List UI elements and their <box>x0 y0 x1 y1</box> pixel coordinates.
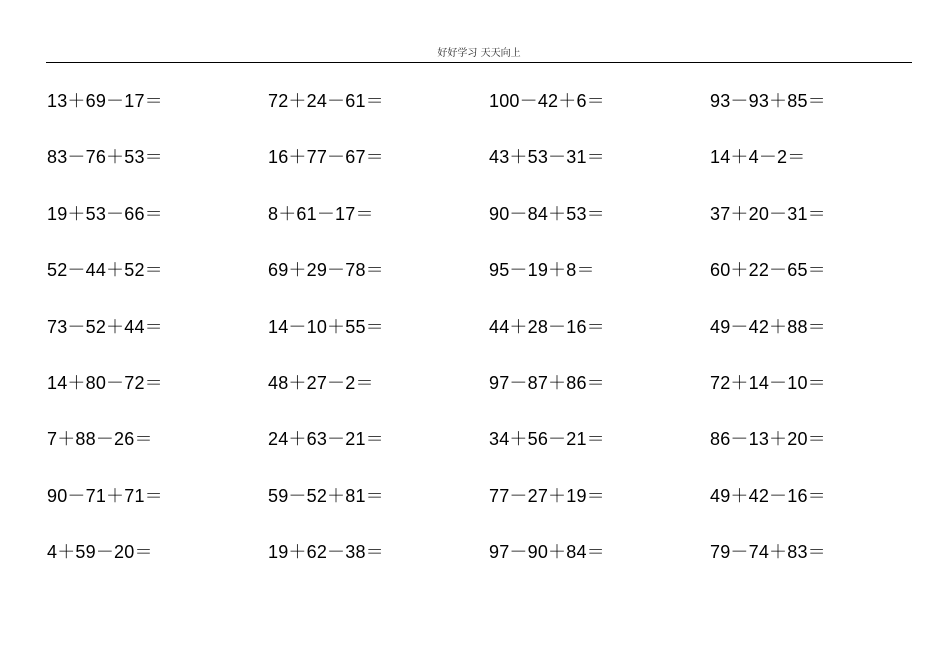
math-problem: 19＋62－38＝ <box>268 542 384 563</box>
math-problem: 16＋77－67＝ <box>268 147 384 168</box>
math-problem: 83－76＋53＝ <box>47 147 163 168</box>
math-problem: 43＋53－31＝ <box>489 147 605 168</box>
math-problem: 7＋88－26＝ <box>47 429 153 450</box>
math-problem: 72＋14－10＝ <box>710 372 826 393</box>
math-problem: 4＋59－20＝ <box>47 542 153 563</box>
math-problem: 49＋42－16＝ <box>710 485 826 506</box>
math-problem: 72＋24－61＝ <box>268 91 384 111</box>
header-rule <box>46 62 912 63</box>
math-problem: 14＋4－2＝ <box>710 147 806 168</box>
math-problem: 95－19＋8＝ <box>489 260 595 281</box>
math-problem: 13＋69－17＝ <box>47 91 163 111</box>
math-problem: 52－44＋52＝ <box>47 260 163 281</box>
math-problem: 44＋28－16＝ <box>489 316 605 337</box>
math-problem: 19＋53－66＝ <box>47 203 163 224</box>
math-problem: 100－42＋6＝ <box>489 91 605 111</box>
math-problem: 34＋56－21＝ <box>489 429 605 450</box>
math-problem: 48＋27－2＝ <box>268 372 374 393</box>
math-problem: 90－84＋53＝ <box>489 203 605 224</box>
math-problem: 37＋20－31＝ <box>710 203 826 224</box>
math-problem: 69＋29－78＝ <box>268 260 384 281</box>
page-header: 好好学习 天天向上 <box>437 48 521 59</box>
math-problem: 97－87＋86＝ <box>489 372 605 393</box>
math-problem: 49－42＋88＝ <box>710 316 826 337</box>
math-problem: 14－10＋55＝ <box>268 316 384 337</box>
math-problem: 90－71＋71＝ <box>47 485 163 506</box>
math-problem: 73－52＋44＝ <box>47 316 163 337</box>
math-problem: 79－74＋83＝ <box>710 542 826 563</box>
math-problem: 8＋61－17＝ <box>268 203 374 224</box>
problem-grid <box>47 88 931 596</box>
math-problem: 59－52＋81＝ <box>268 485 384 506</box>
math-problem: 24＋63－21＝ <box>268 429 384 450</box>
math-problem: 86－13＋20＝ <box>710 429 826 450</box>
math-problem: 77－27＋19＝ <box>489 485 605 506</box>
math-problem: 97－90＋84＝ <box>489 542 605 563</box>
math-problem: 93－93＋85＝ <box>710 91 826 111</box>
math-problem: 14＋80－72＝ <box>47 372 163 393</box>
math-problem: 60＋22－65＝ <box>710 260 826 281</box>
